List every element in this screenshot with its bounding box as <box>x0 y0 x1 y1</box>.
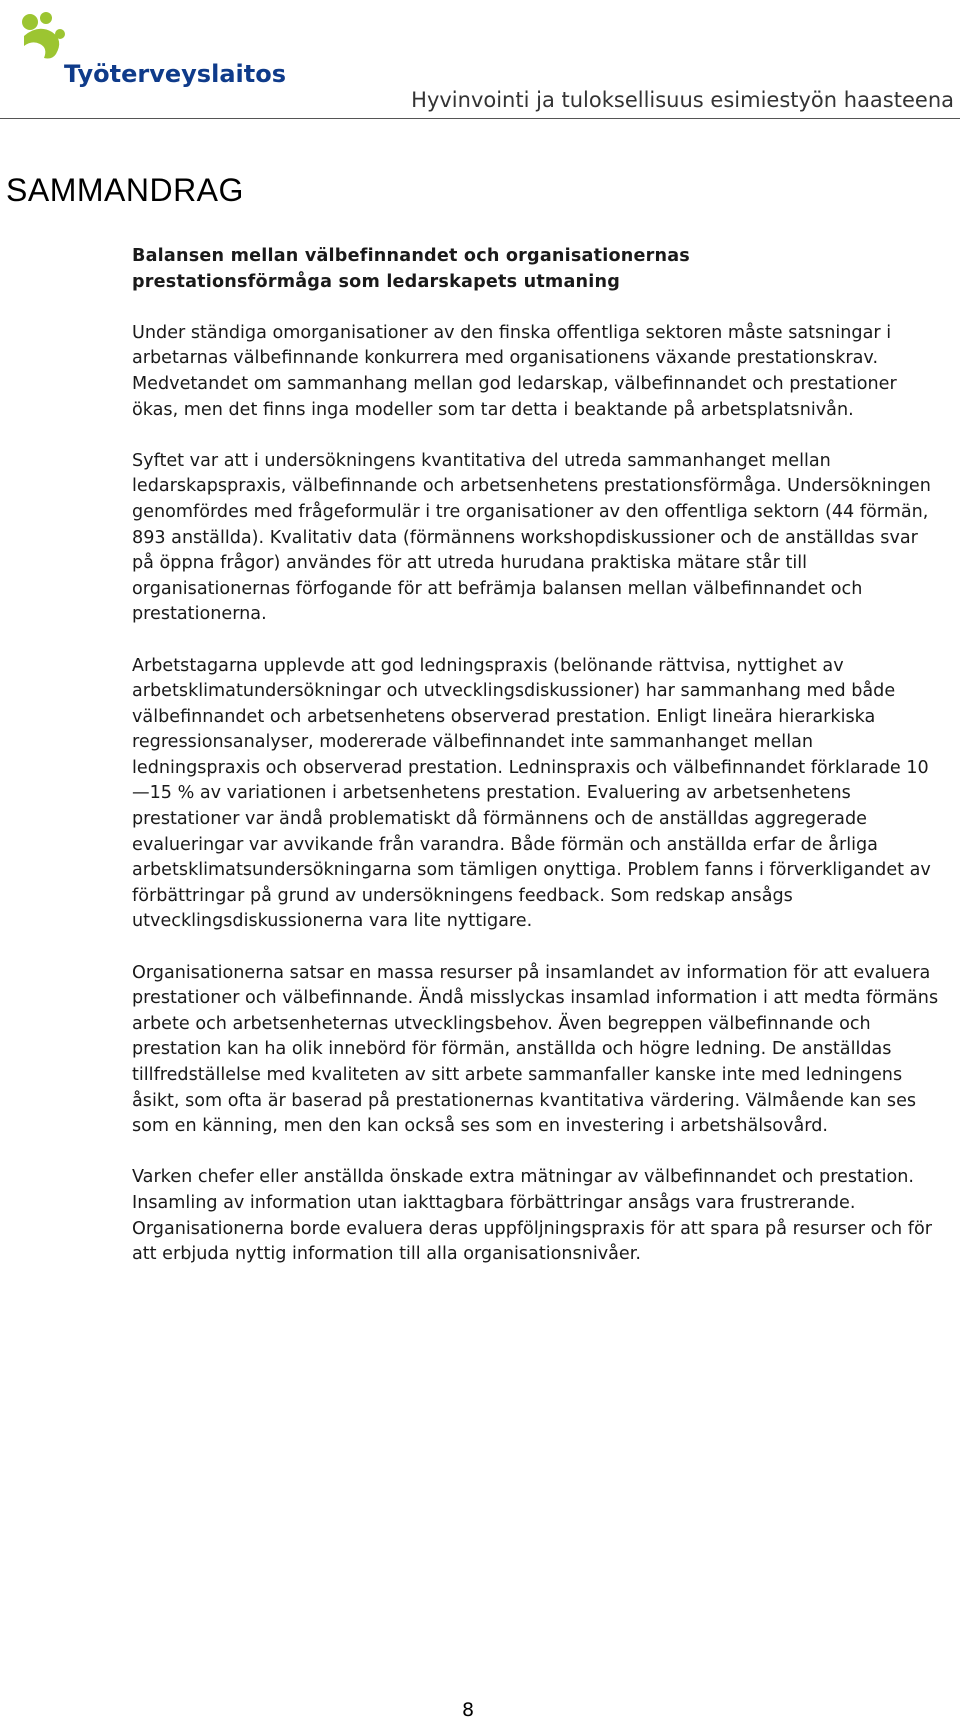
organization-logo <box>18 10 286 90</box>
page-number: 8 <box>461 1699 475 1721</box>
paragraph-1: Under ständiga omorganisationer av den finska offentliga sektoren måste satsningar i arbetarnas välbefinnande konkurrera med organisationens växande prestationskrav. Medvetandet om sammanhang mellan god ledarskap, välbefinnandet och prestationer ökas, men det finns inga modeller som tar detta i beaktande på arbetsplatsnivån. <box>132 322 897 420</box>
section-subtitle <box>132 244 944 295</box>
header-divider <box>0 118 960 119</box>
subtitle-line-2: prestationsförmåga som ledarskapets utmaning <box>132 271 621 292</box>
running-header-title: Hyvinvointi ja tuloksellisuus esimiestyön haasteena <box>411 88 954 112</box>
paragraph-2: Syftet var att i undersökningens kvantitativa del utreda sammanhanget mellan ledarskapspraxis, välbefinnande och arbetsenhetens prestationsförmåga. Undersökningen genomfördes med frågeformulär i tre organisationer av den offentliga sektorn (44 förmän, 893 anställda). Kvalitativ data (förmännens workshopdiskussioner och de anställdas svar på öppna frågor) användes för att utreda hurudana praktiska mätare står till organisationernas förfogande för att befrämja balansen mellan välbefinnandet och prestationerna. <box>132 450 931 625</box>
paragraph-5: Varken chefer eller anställda önskade extra mätningar av välbefinnandet och prestation. Insamling av information utan iakttagbara förbättringar ansågs vara frustrerande. Organisationerna borde evaluera deras uppföljningspraxis för att spara på resurser och för att erbjuda nyttig information till alla organisationsnivåer. <box>132 1167 932 1265</box>
paragraph-4: Organisationerna satsar en massa resurser på insamlandet av information för att evaluera prestationer och välbefinnande. Ändå misslyckas insamlad information i att medta förmäns arbete och arbetsenheternas utvecklingsbehov. Även begreppen välbefinnande och prestation kan ha olik innebörd för förmän, anställda och högre ledning. De anställdas tillfredställelse med kvaliteten av sitt arbete sammanfaller kanske inte med ledningens åsikt, som ofta är baserad på prestationernas kvantitativa värdering. Välmående kan ses som en känning, men den kan också ses som en investering i arbetshälsovård. <box>132 962 939 1137</box>
logo-wordmark: Työterveyslaitos <box>64 60 286 88</box>
subtitle-line-1: Balansen mellan välbefinnandet och organisationernas <box>132 246 690 266</box>
paragraph-3: Arbetstagarna upplevde att god ledningspraxis (belönande rättvisa, nyttighet av arbetsklimatundersökningar och utvecklingsdiskussioner) har sammanhang med både välbefinnandet och arbetsenhetens observerad prestation. Enligt lineära hierarkiska regressionsanalyser, modererade välbefinnandet inte sammanhanget mellan ledningspraxis och observerad prestation. Ledninspraxis och välbefinnandet förklarade 10—15 % av variationen i arbetsenhetens prestation. Evaluering av arbetsenhetens prestationer var ändå problematiskt då förmännens och de anställdas aggregerade evalueringar var avvikande från varandra. Både förmän och anställda erfar de årliga arbetsklimatsundersökningarna som tämligen onyttiga. Problem fanns i förverkligandet av förbättringar på grund av undersökningens feedback. Som redskap ansågs utvecklingsdiskussionerna vara lite nyttigare. <box>132 655 931 932</box>
main-content <box>132 244 944 1293</box>
section-title: SAMMANDRAG <box>6 172 244 208</box>
